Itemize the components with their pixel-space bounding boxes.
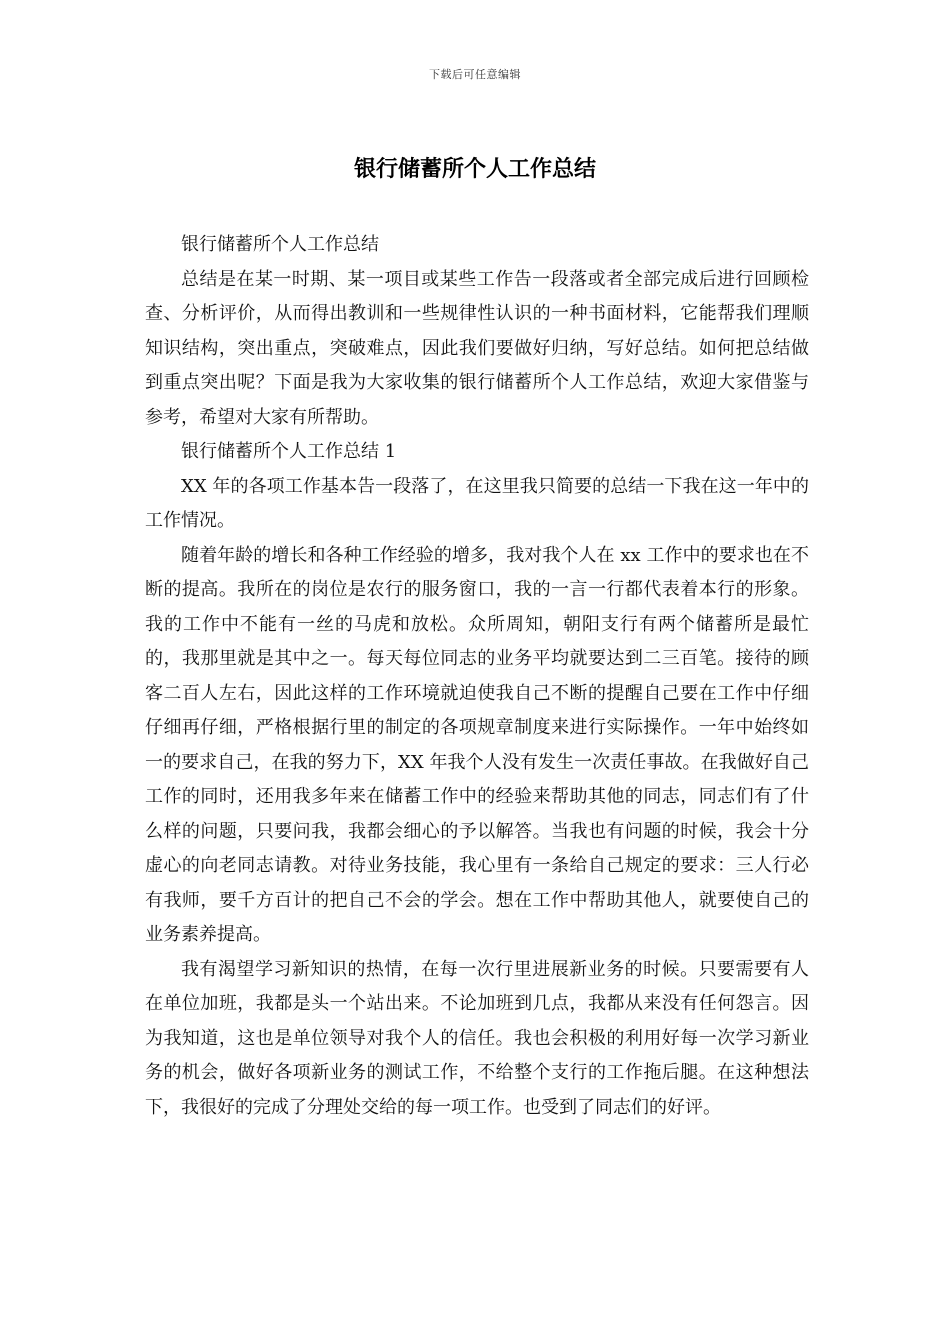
subtitle-paragraph: 银行储蓄所个人工作总结 (181, 234, 379, 255)
header-note: 下载后可任意编辑 (429, 68, 521, 81)
body-paragraph: 随着年龄的增长和各种工作经验的增多，我对我个人在 xx 工作中的要求也在不断的提高。我所在的岗位是农行的服务窗口，我的一言一行都代表着本行的形象。我的工作中不能有一丝的马虎和放松。众所周知，朝阳支行有两个储蓄所是最忙的，我那里就是其中之一。每天每位同志的业务平均就要达到二三百笔。接待的顾客二百人左右，因此这样的工作环境就迫使我自己不断的提醒自己要在工作中仔细仔细再仔细，严格根据行里的制定的各项规章制度来进行实际操作。一年中始终如一的要求自己，在我的努力下，XX 年我个人没有发生一次责任事故。在我做好自己工作的同时，还用我多年来在储蓄工作中的经验来帮助其他的同志，同志们有了什么样的问题，只要问我，我都会细心的予以解答。当我也有问题的时候，我会十分虚心的向老同志请教。对待业务技能，我心里有一条给自己规定的要求：三人行必有我师，要千方百计的把自己不会的学会。想在工作中帮助其他人，就要使自己的业务素养提高。 (145, 544, 809, 945)
document-title: 银行储蓄所个人工作总结 (353, 156, 596, 182)
body-paragraph: 我有渴望学习新知识的热情，在每一次行里进展新业务的时候。只要需要有人在单位加班，我都是头一个站出来。不论加班到几点，我都从来没有任何怨言。因为我知道，这也是单位领导对我个人的信任。我也会积极的利用好每一次学习新业务的机会，做好各项新业务的测试工作，不给整个支行的工作拖后腿。在这种想法下，我很好的完成了分理处交给的每一项工作。也受到了同志们的好评。 (145, 958, 809, 1118)
section-heading: 银行储蓄所个人工作总结 1 (181, 441, 397, 462)
intro-paragraph: 总结是在某一时期、某一项目或某些工作告一段落或者全部完成后进行回顾检查、分析评价，从而得出教训和一些规律性认识的一种书面材料，它能帮我们理顺知识结构，突出重点，突破难点，因此我们要做好归纳，写好总结。如何把总结做到重点突出呢？下面是我为大家收集的银行储蓄所个人工作总结，欢迎大家借鉴与参考，希望对大家有所帮助。 (145, 268, 809, 428)
document-body (145, 228, 809, 1125)
body-paragraph: XX 年的各项工作基本告一段落了，在这里我只简要的总结一下我在这一年中的工作情况。 (145, 475, 809, 531)
